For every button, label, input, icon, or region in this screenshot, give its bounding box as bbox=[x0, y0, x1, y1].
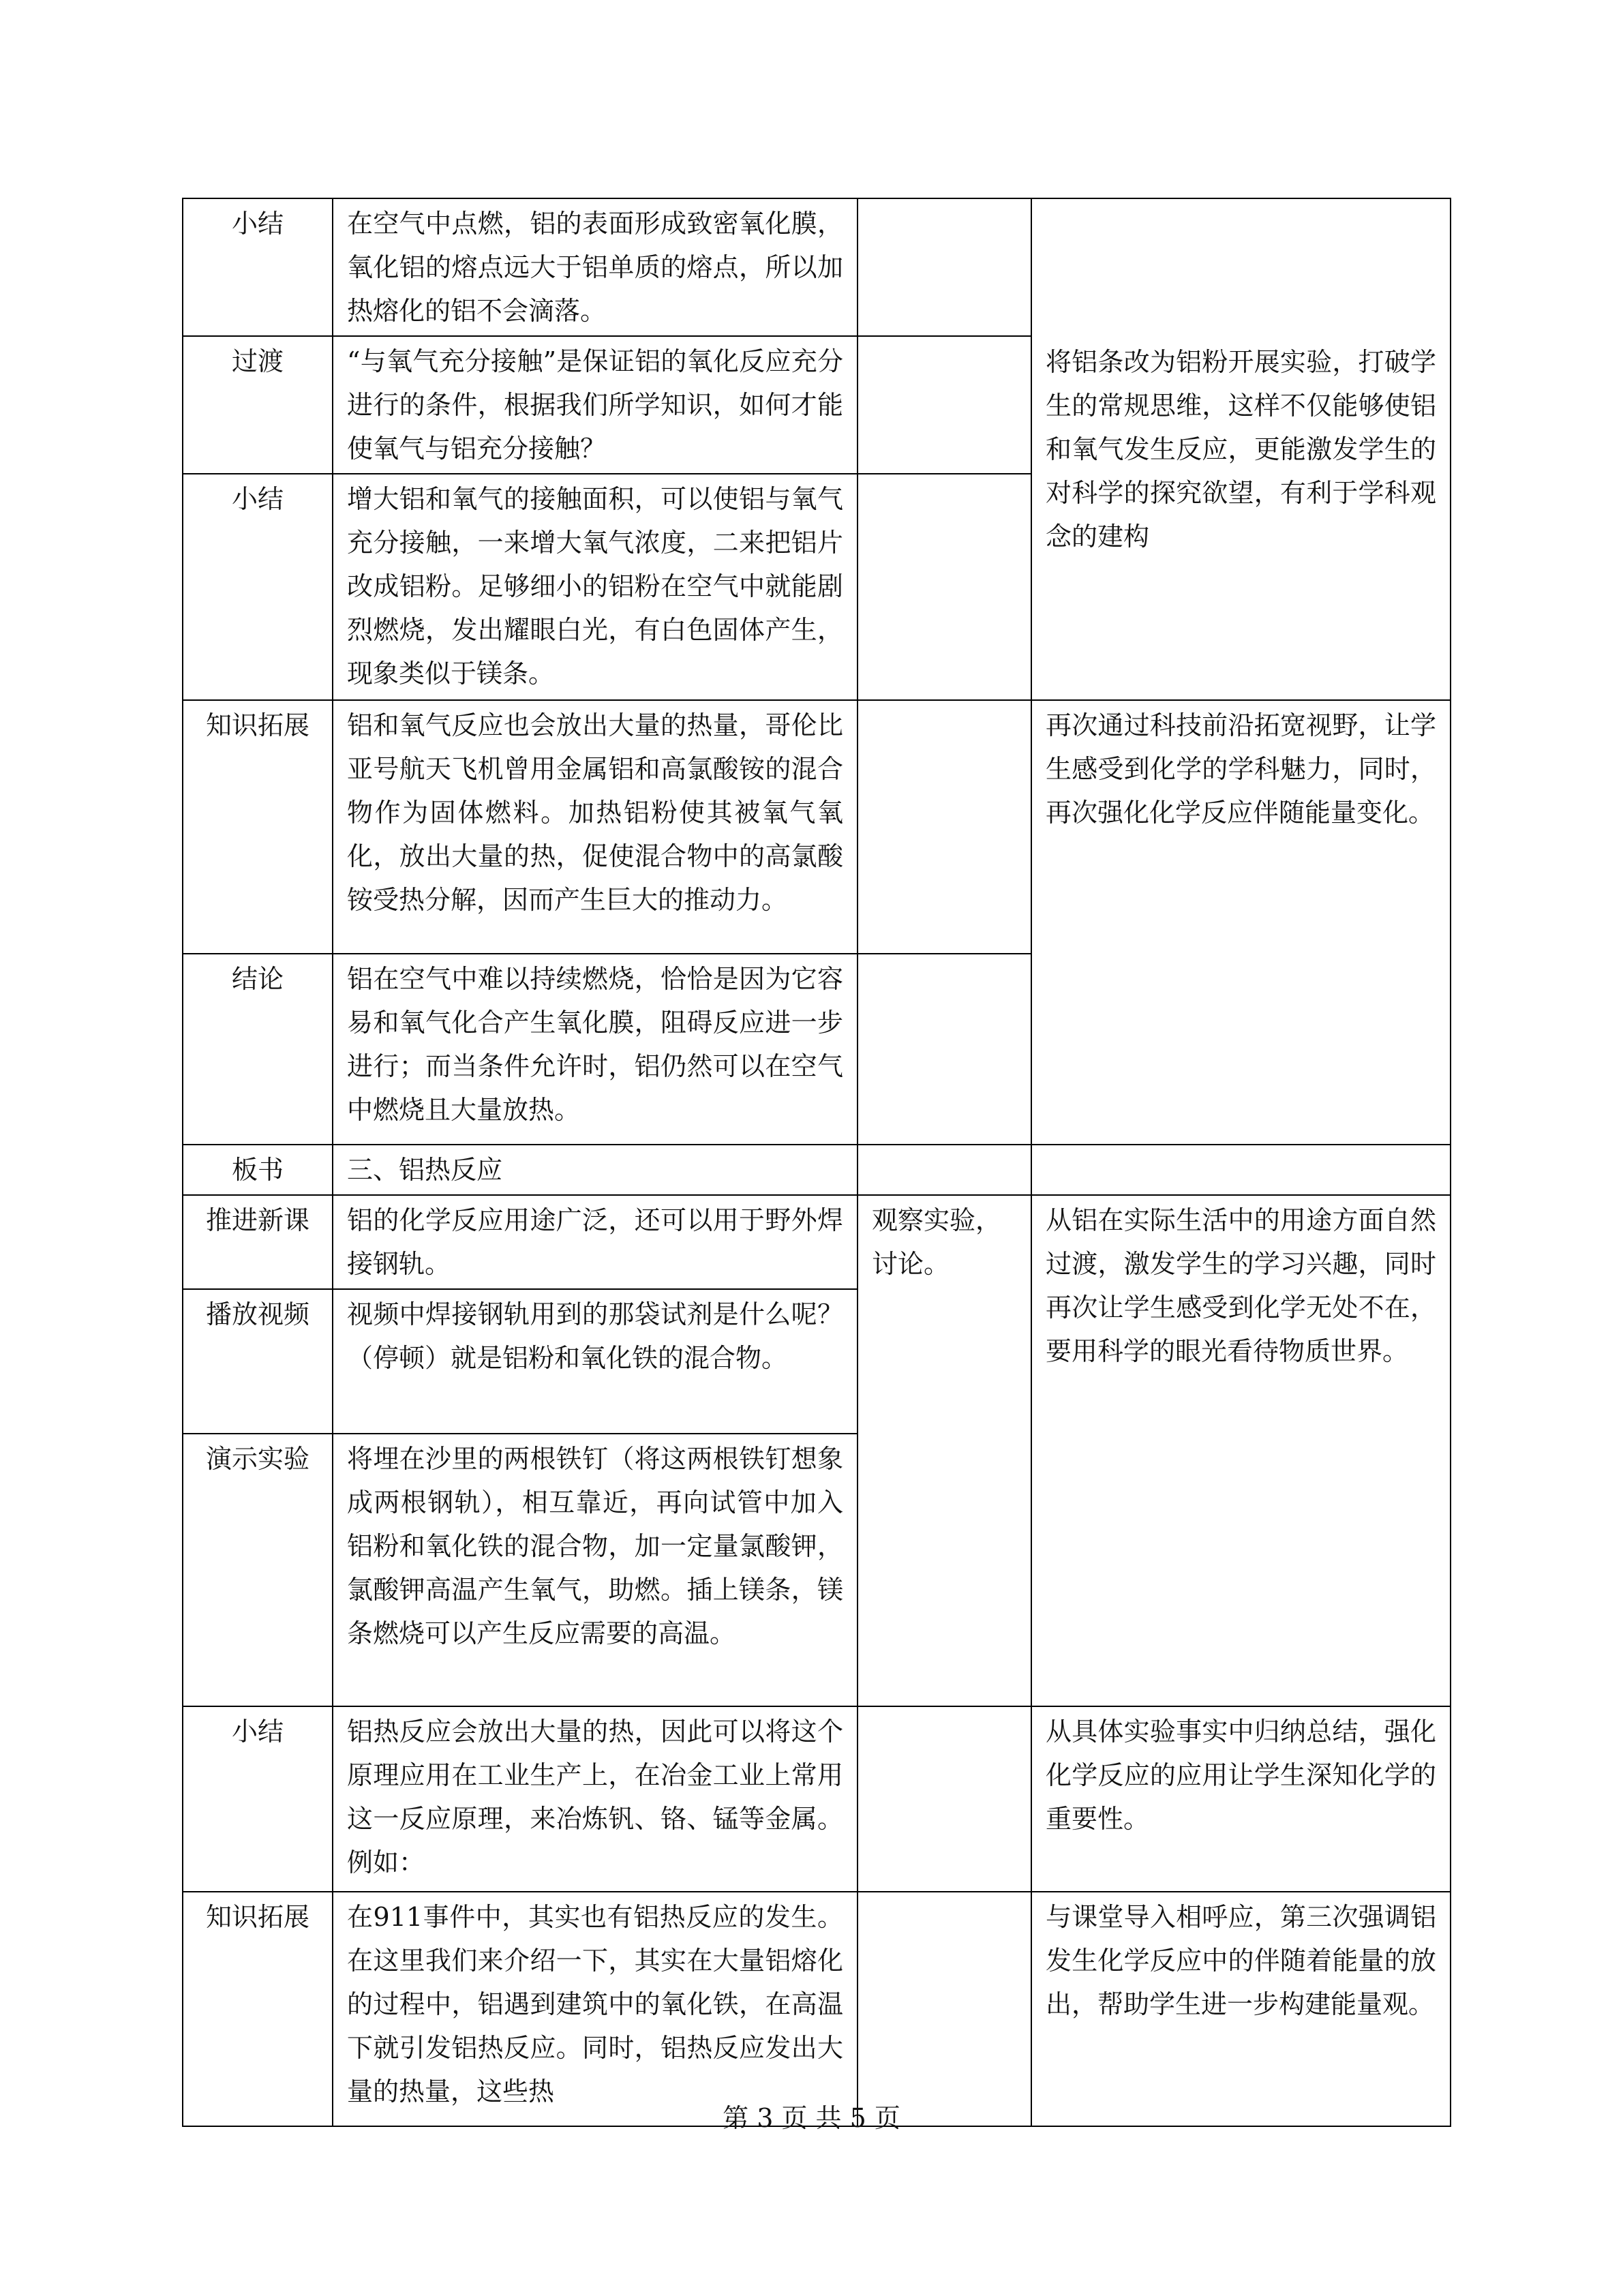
design-intent-cell: 再次通过科技前沿拓宽视野，让学生感受到化学的学科魅力，同时，再次强化化学反应伴随能量变化。 bbox=[1031, 700, 1451, 1145]
page-number-footer: 第 3 页 共 5 页 bbox=[723, 2103, 900, 2133]
lesson-plan-table bbox=[182, 198, 1451, 2127]
stage-cell: 演示实验 bbox=[183, 1434, 333, 1706]
design-intent-cell: 从铝在实际生活中的用途方面自然过渡，激发学生的学习兴趣，同时再次让学生感受到化学无处不在，要用科学的眼光看待物质世界。 bbox=[1031, 1195, 1451, 1706]
student-activity-cell bbox=[858, 198, 1031, 336]
content-cell: 铝和氧气反应也会放出大量的热量，哥伦比亚号航天飞机曾用金属铝和高氯酸铵的混合物作为固体燃料。加热铝粉使其被氧气氧化，放出大量的热，促使混合物中的高氯酸铵受热分解，因而产生巨大的推动力。 bbox=[333, 700, 858, 954]
table-row bbox=[183, 700, 1451, 954]
content-cell: 铝在空气中难以持续燃烧，恰恰是因为它容易和氧气化合产生氧化膜，阻碍反应进一步进行；而当条件允许时，铝仍然可以在空气中燃烧且大量放热。 bbox=[333, 954, 858, 1145]
content-cell: 三、铝热反应 bbox=[333, 1145, 858, 1195]
student-activity-cell bbox=[858, 474, 1031, 700]
stage-cell: 小结 bbox=[183, 198, 333, 336]
content-cell: 增大铝和氧气的接触面积，可以使铝与氧气充分接触，一来增大氧气浓度，二来把铝片改成铝粉。足够细小的铝粉在空气中就能剧烈燃烧，发出耀眼白光，有白色固体产生，现象类似于镁条。 bbox=[333, 474, 858, 700]
design-intent-cell bbox=[1031, 1145, 1451, 1195]
stage-cell: 推进新课 bbox=[183, 1195, 333, 1289]
student-activity-cell bbox=[858, 1145, 1031, 1195]
content-cell: 铝的化学反应用途广泛，还可以用于野外焊接钢轨。 bbox=[333, 1195, 858, 1289]
content-cell: 铝热反应会放出大量的热，因此可以将这个原理应用在工业生产上，在冶金工业上常用这一反应原理，来冶炼钒、铬、锰等金属。例如： bbox=[333, 1706, 858, 1892]
student-activity-cell bbox=[858, 336, 1031, 474]
table-row bbox=[183, 1145, 1451, 1195]
stage-cell: 知识拓展 bbox=[183, 1892, 333, 2126]
design-intent-cell: 与课堂导入相呼应，第三次强调铝发生化学反应中的伴随着能量的放出，帮助学生进一步构建能量观。 bbox=[1031, 1892, 1451, 2126]
stage-cell: 过渡 bbox=[183, 336, 333, 474]
content-cell: 将埋在沙里的两根铁钉（将这两根铁钉想象成两根钢轨），相互靠近，再向试管中加入铝粉和氧化铁的混合物，加一定量氯酸钾，氯酸钾高温产生氧气，助燃。插上镁条，镁条燃烧可以产生反应需要的高温。 bbox=[333, 1434, 858, 1706]
stage-cell: 板书 bbox=[183, 1145, 333, 1195]
stage-cell: 小结 bbox=[183, 1706, 333, 1892]
design-intent-cell: 从具体实验事实中归纳总结，强化化学反应的应用让学生深知化学的重要性。 bbox=[1031, 1706, 1451, 1892]
stage-cell: 小结 bbox=[183, 474, 333, 700]
student-activity-cell bbox=[858, 700, 1031, 954]
stage-cell: 播放视频 bbox=[183, 1289, 333, 1434]
content-cell: 在911事件中，其实也有铝热反应的发生。在这里我们来介绍一下，其实在大量铝熔化的过程中，铝遇到建筑中的氧化铁，在高温下就引发铝热反应。同时，铝热反应发出大量的热量，这些热 bbox=[333, 1892, 858, 2126]
student-activity-cell: 观察实验，讨论。 bbox=[858, 1195, 1031, 1706]
student-activity-cell bbox=[858, 1892, 1031, 2126]
student-activity-cell bbox=[858, 954, 1031, 1145]
table-row bbox=[183, 1195, 1451, 1289]
content-cell: “与氧气充分接触”是保证铝的氧化反应充分进行的条件，根据我们所学知识，如何才能使氧气与铝充分接触？ bbox=[333, 336, 858, 474]
stage-cell: 知识拓展 bbox=[183, 700, 333, 954]
design-intent-cell: 将铝条改为铝粉开展实验，打破学生的常规思维，这样不仅能够使铝和氧气发生反应，更能激发学生的对科学的探究欲望，有利于学科观念的建构 bbox=[1031, 198, 1451, 700]
table-row bbox=[183, 1892, 1451, 2126]
stage-cell: 结论 bbox=[183, 954, 333, 1145]
table-row bbox=[183, 1706, 1451, 1892]
content-cell: 视频中焊接钢轨用到的那袋试剂是什么呢？（停顿）就是铝粉和氧化铁的混合物。 bbox=[333, 1289, 858, 1434]
student-activity-cell bbox=[858, 1706, 1031, 1892]
table-row bbox=[183, 198, 1451, 336]
content-cell: 在空气中点燃，铝的表面形成致密氧化膜，氧化铝的熔点远大于铝单质的熔点，所以加热熔化的铝不会滴落。 bbox=[333, 198, 858, 336]
